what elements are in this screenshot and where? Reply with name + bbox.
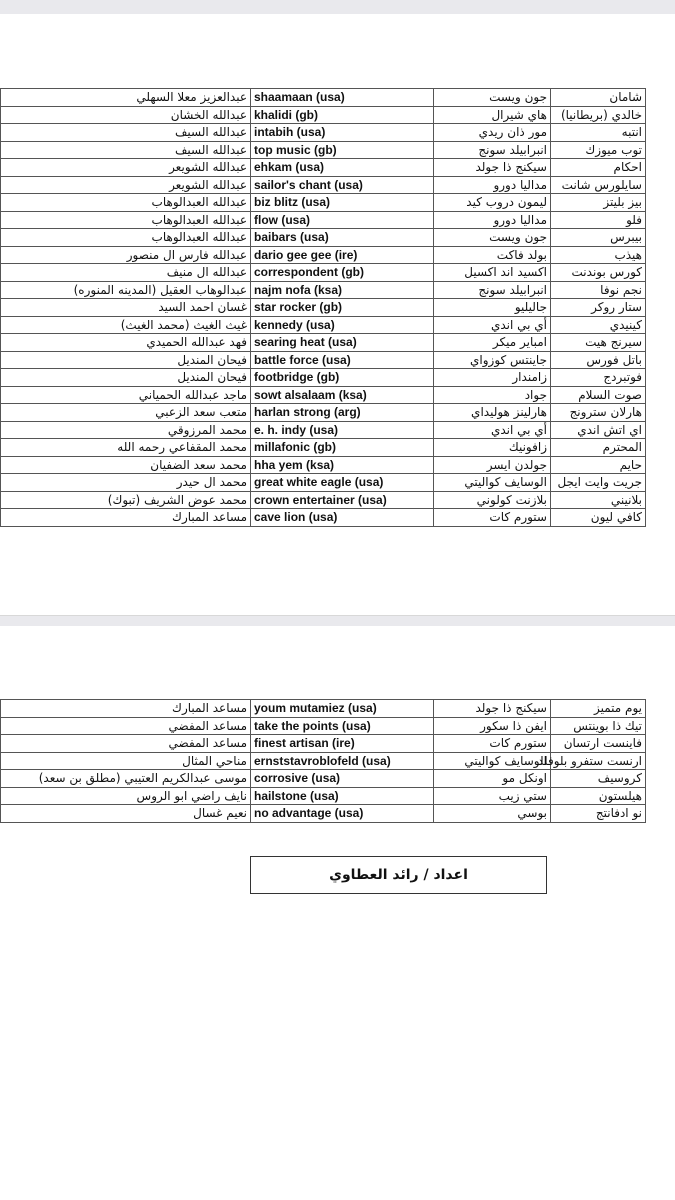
table-row	[1, 386, 646, 404]
sire-name-cell: زامندار	[434, 369, 551, 387]
table-row	[1, 334, 646, 352]
top-page-strip	[0, 0, 675, 14]
table-row	[1, 770, 646, 788]
horse-name-english-cell: footbridge (gb)	[251, 369, 434, 387]
horse-name-english-cell: corrosive (usa)	[251, 770, 434, 788]
sire-name-cell: الوسايف كواليتي	[434, 474, 551, 492]
owner-cell: مساعد المفضي	[1, 717, 251, 735]
sire-name-cell: هارلينز هوليداي	[434, 404, 551, 422]
sire-name-cell: جون ويست	[434, 89, 551, 107]
page-break	[0, 615, 675, 646]
horse-name-english-cell: hha yem (ksa)	[251, 456, 434, 474]
horse-name-english-cell: battle force (usa)	[251, 351, 434, 369]
owner-cell: مساعد المبارك	[1, 509, 251, 527]
horse-name-english-cell: correspondent (gb)	[251, 264, 434, 282]
prepared-by-credit: اعداد / رائد العطاوي	[250, 856, 547, 894]
owner-cell: عبدالله العبدالوهاب	[1, 211, 251, 229]
horse-name-english-cell: flow (usa)	[251, 211, 434, 229]
horse-name-english-cell: harlan strong (arg)	[251, 404, 434, 422]
owner-cell: عبدالله الشويعر	[1, 159, 251, 177]
sire-name-cell: سيكنج ذا جولد	[434, 159, 551, 177]
entries-table-page-1	[0, 88, 646, 527]
horse-name-english-cell: intabih (usa)	[251, 124, 434, 142]
owner-cell: عبدالعزيز معلا السهلي	[1, 89, 251, 107]
table-row	[1, 159, 646, 177]
horse-name-english-cell: star rocker (gb)	[251, 299, 434, 317]
horse-name-arabic-cell: اي اتش اندي	[551, 421, 646, 439]
horse-name-english-cell: crown entertainer (usa)	[251, 491, 434, 509]
owner-cell: محمد المرزوقي	[1, 421, 251, 439]
sire-name-cell: هاي شيرال	[434, 106, 551, 124]
owner-cell: غيث الغيث (محمد الغيث)	[1, 316, 251, 334]
table-row	[1, 124, 646, 142]
sire-name-cell: جاينتس كوزواي	[434, 351, 551, 369]
sire-name-cell: ستورم كات	[434, 735, 551, 753]
sire-name-cell: بولد فاكت	[434, 246, 551, 264]
sire-name-cell: أي بي اندي	[434, 421, 551, 439]
horse-name-english-cell: biz blitz (usa)	[251, 194, 434, 212]
horse-name-arabic-cell: باتل فورس	[551, 351, 646, 369]
horse-name-english-cell: youm mutamiez (usa)	[251, 700, 434, 718]
horse-name-english-cell: ernststavroblofeld (usa)	[251, 752, 434, 770]
sire-name-cell: جواد	[434, 386, 551, 404]
table-row	[1, 456, 646, 474]
horse-name-arabic-cell: سيرنج هيت	[551, 334, 646, 352]
horse-name-english-cell: no advantage (usa)	[251, 805, 434, 823]
sire-name-cell: جولدن ايسر	[434, 456, 551, 474]
entries-table-page-2	[0, 699, 646, 823]
owner-cell: عبدالله العبدالوهاب	[1, 194, 251, 212]
horse-name-english-cell: hailstone (usa)	[251, 787, 434, 805]
horse-name-arabic-cell: انتبه	[551, 124, 646, 142]
table-row	[1, 752, 646, 770]
table-row	[1, 246, 646, 264]
table-row	[1, 299, 646, 317]
horse-name-arabic-cell: هيلستون	[551, 787, 646, 805]
table-row	[1, 474, 646, 492]
sire-name-cell: ليمون دروب كيد	[434, 194, 551, 212]
horse-name-english-cell: cave lion (usa)	[251, 509, 434, 527]
sire-name-cell: الوسايف كواليتي	[434, 752, 551, 770]
table-row	[1, 509, 646, 527]
horse-name-english-cell: dario gee gee (ire)	[251, 246, 434, 264]
horse-name-arabic-cell: حايم	[551, 456, 646, 474]
owner-cell: محمد المقفاعي رحمه الله	[1, 439, 251, 457]
horse-name-arabic-cell: كروسيف	[551, 770, 646, 788]
owner-cell: فيحان المنديل	[1, 351, 251, 369]
table-row	[1, 264, 646, 282]
horse-name-english-cell: najm nofa (ksa)	[251, 281, 434, 299]
owner-cell: غسان احمد السيد	[1, 299, 251, 317]
owner-cell: عبدالله السيف	[1, 141, 251, 159]
sire-name-cell: اونكل مو	[434, 770, 551, 788]
sire-name-cell: مور ذان ريدي	[434, 124, 551, 142]
horse-name-arabic-cell: كينيدي	[551, 316, 646, 334]
sire-name-cell: جون ويست	[434, 229, 551, 247]
table-row	[1, 805, 646, 823]
table-row	[1, 141, 646, 159]
owner-cell: مناحي المثال	[1, 752, 251, 770]
sire-name-cell: سيكنج ذا جولد	[434, 700, 551, 718]
sire-name-cell: أي بي اندي	[434, 316, 551, 334]
horse-name-english-cell: sailor's chant (usa)	[251, 176, 434, 194]
horse-name-arabic-cell: شامان	[551, 89, 646, 107]
horse-name-arabic-cell: ستار روكر	[551, 299, 646, 317]
horse-name-arabic-cell: فاينست ارتسان	[551, 735, 646, 753]
horse-name-arabic-cell: جريت وايت ايجل	[551, 474, 646, 492]
table-row	[1, 106, 646, 124]
sire-name-cell: بوسي	[434, 805, 551, 823]
horse-name-arabic-cell: يوم متميز	[551, 700, 646, 718]
horse-name-arabic-cell: فلو	[551, 211, 646, 229]
table-row	[1, 194, 646, 212]
sire-name-cell: ستورم كات	[434, 509, 551, 527]
horse-name-arabic-cell: ارنست ستفرو بلوفلد	[551, 752, 646, 770]
owner-cell: عبدالله ال منيف	[1, 264, 251, 282]
horse-name-english-cell: kennedy (usa)	[251, 316, 434, 334]
horse-name-arabic-cell: كافي ليون	[551, 509, 646, 527]
owner-cell: عبدالله السيف	[1, 124, 251, 142]
table-row	[1, 439, 646, 457]
horse-name-arabic-cell: صوت السلام	[551, 386, 646, 404]
horse-name-arabic-cell: بيبرس	[551, 229, 646, 247]
owner-cell: عبدالله فارس ال منصور	[1, 246, 251, 264]
sire-name-cell: مداليا دورو	[434, 211, 551, 229]
table-row	[1, 351, 646, 369]
horse-name-arabic-cell: فوتبردج	[551, 369, 646, 387]
table-row	[1, 404, 646, 422]
owner-cell: محمد عوض الشريف (تبوك)	[1, 491, 251, 509]
owner-cell: فهد عبدالله الحميدي	[1, 334, 251, 352]
sire-name-cell: امباير ميكر	[434, 334, 551, 352]
owner-cell: محمد ال حيدر	[1, 474, 251, 492]
horse-name-arabic-cell: بيز بليتز	[551, 194, 646, 212]
owner-cell: عبدالوهاب العقيل (المدينه المنوره)	[1, 281, 251, 299]
owner-cell: متعب سعد الزعبي	[1, 404, 251, 422]
table-row	[1, 717, 646, 735]
horse-name-english-cell: baibars (usa)	[251, 229, 434, 247]
horse-name-english-cell: khalidi (gb)	[251, 106, 434, 124]
table-row	[1, 700, 646, 718]
table-row	[1, 89, 646, 107]
sire-name-cell: ايفن ذا سكور	[434, 717, 551, 735]
sire-name-cell: جاليليو	[434, 299, 551, 317]
table-row	[1, 369, 646, 387]
owner-cell: عبدالله العبدالوهاب	[1, 229, 251, 247]
owner-cell: ماجد عبدالله الحمياني	[1, 386, 251, 404]
table-row	[1, 491, 646, 509]
horse-name-english-cell: shaamaan (usa)	[251, 89, 434, 107]
owner-cell: عبدالله الخشان	[1, 106, 251, 124]
horse-name-arabic-cell: تيك ذا بوينتس	[551, 717, 646, 735]
horse-name-arabic-cell: هيذب	[551, 246, 646, 264]
horse-name-arabic-cell: المحترم	[551, 439, 646, 457]
owner-cell: نعيم غسال	[1, 805, 251, 823]
table-row	[1, 211, 646, 229]
sire-name-cell: اكسيد اند اكسيل	[434, 264, 551, 282]
sire-name-cell: ستي زيب	[434, 787, 551, 805]
owner-cell: مساعد المفضي	[1, 735, 251, 753]
horse-name-arabic-cell: سايلورس شانت	[551, 176, 646, 194]
horse-name-english-cell: take the points (usa)	[251, 717, 434, 735]
horse-name-arabic-cell: بلانيني	[551, 491, 646, 509]
horse-name-arabic-cell: نو ادفانتج	[551, 805, 646, 823]
owner-cell: مساعد المبارك	[1, 700, 251, 718]
horse-name-english-cell: finest artisan (ire)	[251, 735, 434, 753]
table-row	[1, 787, 646, 805]
owner-cell: فيحان المنديل	[1, 369, 251, 387]
table-row	[1, 421, 646, 439]
table-row	[1, 281, 646, 299]
horse-name-arabic-cell: نجم نوفا	[551, 281, 646, 299]
table-row	[1, 176, 646, 194]
horse-name-arabic-cell: كورس بوندنت	[551, 264, 646, 282]
horse-name-arabic-cell: هارلان سترونج	[551, 404, 646, 422]
horse-name-english-cell: great white eagle (usa)	[251, 474, 434, 492]
table-row	[1, 229, 646, 247]
sire-name-cell: بلازنت كولوني	[434, 491, 551, 509]
horse-name-english-cell: e. h. indy (usa)	[251, 421, 434, 439]
owner-cell: عبدالله الشويعر	[1, 176, 251, 194]
horse-name-english-cell: searing heat (usa)	[251, 334, 434, 352]
table-row	[1, 735, 646, 753]
owner-cell: محمد سعد الضفيان	[1, 456, 251, 474]
horse-name-english-cell: ehkam (usa)	[251, 159, 434, 177]
horse-name-english-cell: millafonic (gb)	[251, 439, 434, 457]
sire-name-cell: مداليا دورو	[434, 176, 551, 194]
sire-name-cell: زافونيك	[434, 439, 551, 457]
owner-cell: موسى عبدالكريم العتيبي (مطلق بن سعد)	[1, 770, 251, 788]
horse-name-english-cell: sowt alsalaam (ksa)	[251, 386, 434, 404]
sire-name-cell: انبرابيلد سونج	[434, 281, 551, 299]
sire-name-cell: انبرابيلد سونج	[434, 141, 551, 159]
horse-name-arabic-cell: توب ميوزك	[551, 141, 646, 159]
horse-name-arabic-cell: خالدي (بريطانيا)	[551, 106, 646, 124]
owner-cell: نايف راضي ابو الروس	[1, 787, 251, 805]
table-row	[1, 316, 646, 334]
horse-name-arabic-cell: احكام	[551, 159, 646, 177]
horse-name-english-cell: top music (gb)	[251, 141, 434, 159]
